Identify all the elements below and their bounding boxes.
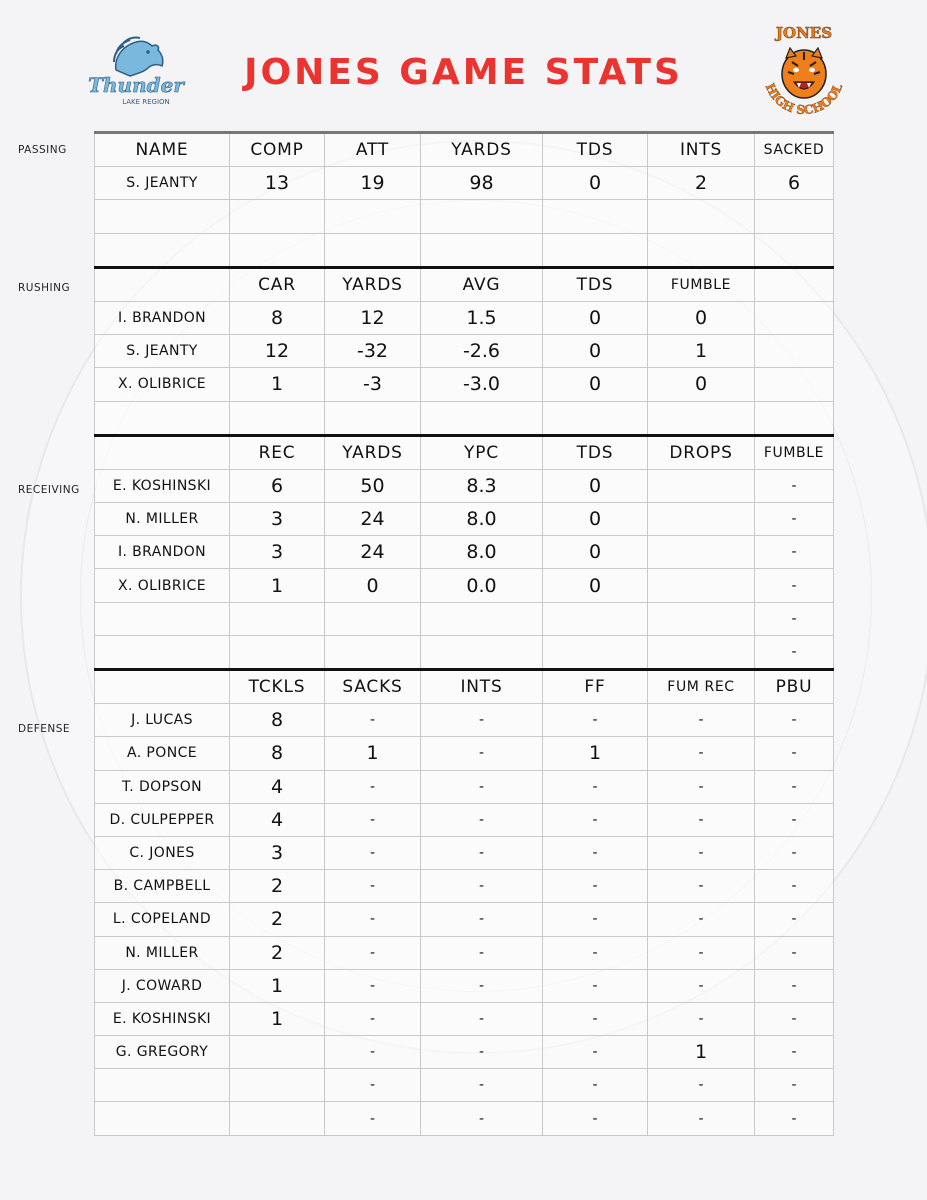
defense-row <box>95 870 834 903</box>
defense-stat-cell: - <box>648 969 755 1002</box>
rushing-stat-cell: -32 <box>325 335 421 368</box>
rushing-stat-cell: 0 <box>543 368 648 401</box>
passing-stat-cell <box>325 200 421 233</box>
passing-header-row <box>95 133 834 167</box>
defense-header-cell: FUM REC <box>648 670 755 704</box>
defense-header-cell: TCKLS <box>230 670 325 704</box>
defense-stat-cell: 1 <box>543 737 648 770</box>
receiving-stat-cell <box>648 602 755 635</box>
passing-row <box>95 233 834 267</box>
passing-player-name <box>95 200 230 233</box>
defense-stat-cell: - <box>648 737 755 770</box>
defense-stat-cell: 1 <box>230 969 325 1002</box>
jones-tiger-logo <box>752 22 857 127</box>
defense-stat-cell: - <box>543 870 648 903</box>
rushing-stat-cell: -3 <box>325 368 421 401</box>
defense-player-name: J. LUCAS <box>95 704 230 737</box>
passing-header-cell: YARDS <box>421 133 543 167</box>
defense-stat-cell: 4 <box>230 770 325 803</box>
defense-row <box>95 770 834 803</box>
receiving-header-cell: YPC <box>421 435 543 469</box>
passing-stat-cell <box>543 233 648 267</box>
defense-stat-cell: - <box>421 1102 543 1135</box>
defense-row <box>95 936 834 969</box>
passing-stat-cell <box>325 233 421 267</box>
defense-row <box>95 803 834 836</box>
receiving-stat-cell: 0 <box>543 569 648 602</box>
defense-stat-cell: - <box>325 1069 421 1102</box>
rushing-player-name: S. JEANTY <box>95 335 230 368</box>
rushing-player-name: I. BRANDON <box>95 301 230 334</box>
receiving-header-cell: REC <box>230 435 325 469</box>
defense-stat-cell: - <box>421 903 543 936</box>
passing-header-cell: ATT <box>325 133 421 167</box>
rushing-stat-cell: 1 <box>230 368 325 401</box>
defense-stat-cell: - <box>325 936 421 969</box>
receiving-stat-cell: - <box>755 469 834 502</box>
defense-stat-cell: - <box>421 836 543 869</box>
defense-stat-cell: - <box>648 1002 755 1035</box>
rushing-stat-cell: 0 <box>543 301 648 334</box>
defense-stat-cell: - <box>421 1002 543 1035</box>
receiving-stat-cell: 1 <box>230 569 325 602</box>
receiving-stat-cell: 3 <box>230 503 325 536</box>
passing-header-cell: COMP <box>230 133 325 167</box>
defense-stat-cell: - <box>325 836 421 869</box>
receiving-stat-cell: - <box>755 602 834 635</box>
defense-row <box>95 1036 834 1069</box>
defense-stat-cell: - <box>543 1069 648 1102</box>
receiving-stat-cell: 24 <box>325 536 421 569</box>
rushing-stat-cell <box>421 401 543 435</box>
receiving-stat-cell <box>648 536 755 569</box>
passing-stat-cell: 6 <box>755 167 834 200</box>
defense-stat-cell: - <box>543 936 648 969</box>
defense-stat-cell: - <box>325 969 421 1002</box>
receiving-stat-cell <box>648 503 755 536</box>
defense-stat-cell: - <box>543 836 648 869</box>
defense-row <box>95 737 834 770</box>
defense-stat-cell: - <box>755 1102 834 1135</box>
defense-stat-cell: - <box>648 1069 755 1102</box>
defense-player-name: A. PONCE <box>95 737 230 770</box>
receiving-header-cell <box>95 435 230 469</box>
rushing-player-name <box>95 401 230 435</box>
rushing-stat-cell: -2.6 <box>421 335 543 368</box>
receiving-row <box>95 536 834 569</box>
defense-player-name: N. MILLER <box>95 936 230 969</box>
defense-header-cell: PBU <box>755 670 834 704</box>
defense-stat-cell: - <box>648 770 755 803</box>
receiving-stat-cell: 3 <box>230 536 325 569</box>
rushing-stat-cell <box>755 368 834 401</box>
receiving-player-name <box>95 635 230 669</box>
defense-player-name: J. COWARD <box>95 969 230 1002</box>
defense-stat-cell: - <box>421 1069 543 1102</box>
svg-text:LAKE REGION: LAKE REGION <box>122 98 170 106</box>
defense-stat-cell: - <box>543 1002 648 1035</box>
receiving-player-name: E. KOSHINSKI <box>95 469 230 502</box>
defense-stat-cell: - <box>325 1036 421 1069</box>
receiving-player-name <box>95 602 230 635</box>
section-label-passing: PASSING <box>18 144 67 156</box>
defense-stat-cell: - <box>755 737 834 770</box>
receiving-stat-cell: 0 <box>325 569 421 602</box>
defense-stat-cell: - <box>325 1102 421 1135</box>
passing-player-name: S. JEANTY <box>95 167 230 200</box>
rushing-player-name: X. OLIBRICE <box>95 368 230 401</box>
receiving-row <box>95 602 834 635</box>
receiving-stat-cell: 0 <box>543 469 648 502</box>
rushing-header-cell: FUMBLE <box>648 267 755 301</box>
receiving-row <box>95 569 834 602</box>
defense-stat-cell: - <box>755 903 834 936</box>
defense-stat-cell: - <box>543 803 648 836</box>
section-label-rushing: RUSHING <box>18 282 71 294</box>
defense-stat-cell: 8 <box>230 704 325 737</box>
rushing-stat-cell: -3.0 <box>421 368 543 401</box>
defense-stat-cell: 3 <box>230 836 325 869</box>
defense-player-name: D. CULPEPPER <box>95 803 230 836</box>
defense-stat-cell: - <box>543 903 648 936</box>
defense-stat-cell: - <box>325 870 421 903</box>
passing-stat-cell <box>421 200 543 233</box>
receiving-stat-cell: 8.3 <box>421 469 543 502</box>
receiving-player-name: I. BRANDON <box>95 536 230 569</box>
rushing-stat-cell <box>325 401 421 435</box>
defense-stat-cell: 2 <box>230 936 325 969</box>
svg-text:Thunder: Thunder <box>88 73 184 97</box>
defense-stat-cell: - <box>648 903 755 936</box>
rushing-stat-cell <box>543 401 648 435</box>
passing-player-name <box>95 233 230 267</box>
passing-stat-cell <box>755 233 834 267</box>
receiving-stat-cell <box>325 635 421 669</box>
defense-stat-cell: 2 <box>230 903 325 936</box>
defense-stat-cell: - <box>421 704 543 737</box>
receiving-stat-cell: - <box>755 536 834 569</box>
passing-stat-cell: 0 <box>543 167 648 200</box>
receiving-stat-cell: 8.0 <box>421 536 543 569</box>
defense-stat-cell: - <box>325 770 421 803</box>
passing-stat-cell <box>421 233 543 267</box>
defense-stat-cell <box>230 1102 325 1135</box>
defense-stat-cell: - <box>421 737 543 770</box>
passing-stat-cell: 19 <box>325 167 421 200</box>
defense-stat-cell: - <box>325 903 421 936</box>
passing-stat-cell <box>648 200 755 233</box>
receiving-stat-cell: 24 <box>325 503 421 536</box>
passing-stat-cell <box>755 200 834 233</box>
passing-stat-cell: 13 <box>230 167 325 200</box>
defense-stat-cell: - <box>755 1036 834 1069</box>
defense-header-cell: FF <box>543 670 648 704</box>
rushing-header-cell: AVG <box>421 267 543 301</box>
rushing-stat-cell: 12 <box>230 335 325 368</box>
receiving-header-cell: TDS <box>543 435 648 469</box>
defense-header-cell: SACKS <box>325 670 421 704</box>
defense-player-name: T. DOPSON <box>95 770 230 803</box>
rushing-stat-cell: 1 <box>648 335 755 368</box>
defense-stat-cell: - <box>325 704 421 737</box>
defense-player-name: B. CAMPBELL <box>95 870 230 903</box>
defense-stat-cell: - <box>648 870 755 903</box>
defense-stat-cell: - <box>755 1002 834 1035</box>
svg-text:HIGH SCHOOL: HIGH SCHOOL <box>762 81 846 118</box>
defense-stat-cell: - <box>325 803 421 836</box>
receiving-header-cell: YARDS <box>325 435 421 469</box>
receiving-row <box>95 635 834 669</box>
rushing-header-cell: YARDS <box>325 267 421 301</box>
defense-stat-cell: - <box>648 936 755 969</box>
receiving-stat-cell <box>543 602 648 635</box>
defense-stat-cell: 1 <box>648 1036 755 1069</box>
defense-player-name: G. GREGORY <box>95 1036 230 1069</box>
tiger-head-icon <box>782 48 826 98</box>
defense-player-name: E. KOSHINSKI <box>95 1002 230 1035</box>
page-title: JONES GAME STATS <box>244 52 683 93</box>
passing-stat-cell <box>230 200 325 233</box>
receiving-row <box>95 469 834 502</box>
passing-header-cell: NAME <box>95 133 230 167</box>
rushing-header-cell <box>95 267 230 301</box>
defense-stat-cell: 8 <box>230 737 325 770</box>
defense-stat-cell: - <box>421 969 543 1002</box>
defense-row <box>95 903 834 936</box>
rushing-stat-cell: 12 <box>325 301 421 334</box>
defense-stat-cell: - <box>543 1036 648 1069</box>
receiving-header-cell: FUMBLE <box>755 435 834 469</box>
defense-row <box>95 1102 834 1135</box>
passing-row <box>95 200 834 233</box>
rushing-row <box>95 301 834 334</box>
defense-row <box>95 836 834 869</box>
receiving-stat-cell <box>421 635 543 669</box>
receiving-stat-cell <box>648 469 755 502</box>
rushing-stat-cell <box>755 301 834 334</box>
defense-stat-cell: 1 <box>325 737 421 770</box>
defense-stat-cell <box>230 1036 325 1069</box>
rushing-header-row <box>95 267 834 301</box>
defense-stat-cell: - <box>421 936 543 969</box>
receiving-stat-cell: 0.0 <box>421 569 543 602</box>
receiving-stat-cell: - <box>755 635 834 669</box>
passing-stat-cell: 98 <box>421 167 543 200</box>
receiving-header-row <box>95 435 834 469</box>
defense-stat-cell: 4 <box>230 803 325 836</box>
rushing-stat-cell: 0 <box>648 368 755 401</box>
stats-table <box>94 131 834 1136</box>
receiving-stat-cell: 8.0 <box>421 503 543 536</box>
defense-stat-cell: - <box>325 1002 421 1035</box>
passing-header-cell: SACKED <box>755 133 834 167</box>
defense-stat-cell: 1 <box>230 1002 325 1035</box>
passing-stat-cell <box>648 233 755 267</box>
defense-stat-cell: 2 <box>230 870 325 903</box>
receiving-stat-cell <box>230 635 325 669</box>
defense-stat-cell: - <box>543 704 648 737</box>
defense-player-name <box>95 1102 230 1135</box>
defense-stat-cell: - <box>421 870 543 903</box>
rushing-row <box>95 401 834 435</box>
receiving-player-name: N. MILLER <box>95 503 230 536</box>
rushing-header-cell: TDS <box>543 267 648 301</box>
receiving-stat-cell <box>648 569 755 602</box>
passing-stat-cell <box>230 233 325 267</box>
defense-player-name: L. COPELAND <box>95 903 230 936</box>
defense-stat-cell: - <box>755 836 834 869</box>
rushing-stat-cell: 8 <box>230 301 325 334</box>
defense-stat-cell: - <box>543 969 648 1002</box>
passing-stat-cell <box>543 200 648 233</box>
rushing-header-cell: CAR <box>230 267 325 301</box>
defense-stat-cell: - <box>543 770 648 803</box>
receiving-stat-cell <box>543 635 648 669</box>
defense-header-cell <box>95 670 230 704</box>
defense-stat-cell: - <box>755 936 834 969</box>
defense-stat-cell: - <box>648 803 755 836</box>
svg-text:JONES: JONES <box>775 24 833 42</box>
passing-header-cell: INTS <box>648 133 755 167</box>
passing-stat-cell: 2 <box>648 167 755 200</box>
defense-stat-cell: - <box>648 704 755 737</box>
receiving-stat-cell <box>648 635 755 669</box>
section-label-receiving: RECEIVING <box>18 484 80 496</box>
defense-row <box>95 969 834 1002</box>
defense-row <box>95 1002 834 1035</box>
defense-player-name: C. JONES <box>95 836 230 869</box>
rushing-stat-cell <box>755 401 834 435</box>
defense-stat-cell <box>230 1069 325 1102</box>
defense-header-cell: INTS <box>421 670 543 704</box>
defense-row <box>95 1069 834 1102</box>
rushing-stat-cell <box>755 335 834 368</box>
passing-header-cell: TDS <box>543 133 648 167</box>
defense-stat-cell: - <box>421 803 543 836</box>
defense-stat-cell: - <box>755 870 834 903</box>
defense-stat-cell: - <box>755 803 834 836</box>
defense-stat-cell: - <box>648 836 755 869</box>
defense-header-row <box>95 670 834 704</box>
defense-stat-cell: - <box>755 1069 834 1102</box>
receiving-stat-cell: 50 <box>325 469 421 502</box>
rushing-row <box>95 368 834 401</box>
section-label-defense: DEFENSE <box>18 723 71 735</box>
receiving-stat-cell: 0 <box>543 503 648 536</box>
defense-player-name <box>95 1069 230 1102</box>
receiving-stat-cell: 6 <box>230 469 325 502</box>
receiving-stat-cell: 0 <box>543 536 648 569</box>
rushing-stat-cell: 0 <box>648 301 755 334</box>
receiving-player-name: X. OLIBRICE <box>95 569 230 602</box>
defense-stat-cell: - <box>543 1102 648 1135</box>
defense-stat-cell: - <box>755 969 834 1002</box>
rushing-stat-cell: 0 <box>543 335 648 368</box>
receiving-stat-cell <box>325 602 421 635</box>
rushing-stat-cell <box>648 401 755 435</box>
defense-stat-cell: - <box>755 704 834 737</box>
passing-row <box>95 167 834 200</box>
rushing-stat-cell <box>230 401 325 435</box>
rushing-row <box>95 335 834 368</box>
rushing-stat-cell: 1.5 <box>421 301 543 334</box>
rushing-header-cell <box>755 267 834 301</box>
receiving-stat-cell <box>230 602 325 635</box>
receiving-stat-cell <box>421 602 543 635</box>
defense-stat-cell: - <box>421 770 543 803</box>
receiving-header-cell: DROPS <box>648 435 755 469</box>
defense-row <box>95 704 834 737</box>
defense-stat-cell: - <box>648 1102 755 1135</box>
defense-stat-cell: - <box>755 770 834 803</box>
receiving-row <box>95 503 834 536</box>
receiving-stat-cell: - <box>755 503 834 536</box>
defense-stat-cell: - <box>421 1036 543 1069</box>
receiving-stat-cell: - <box>755 569 834 602</box>
